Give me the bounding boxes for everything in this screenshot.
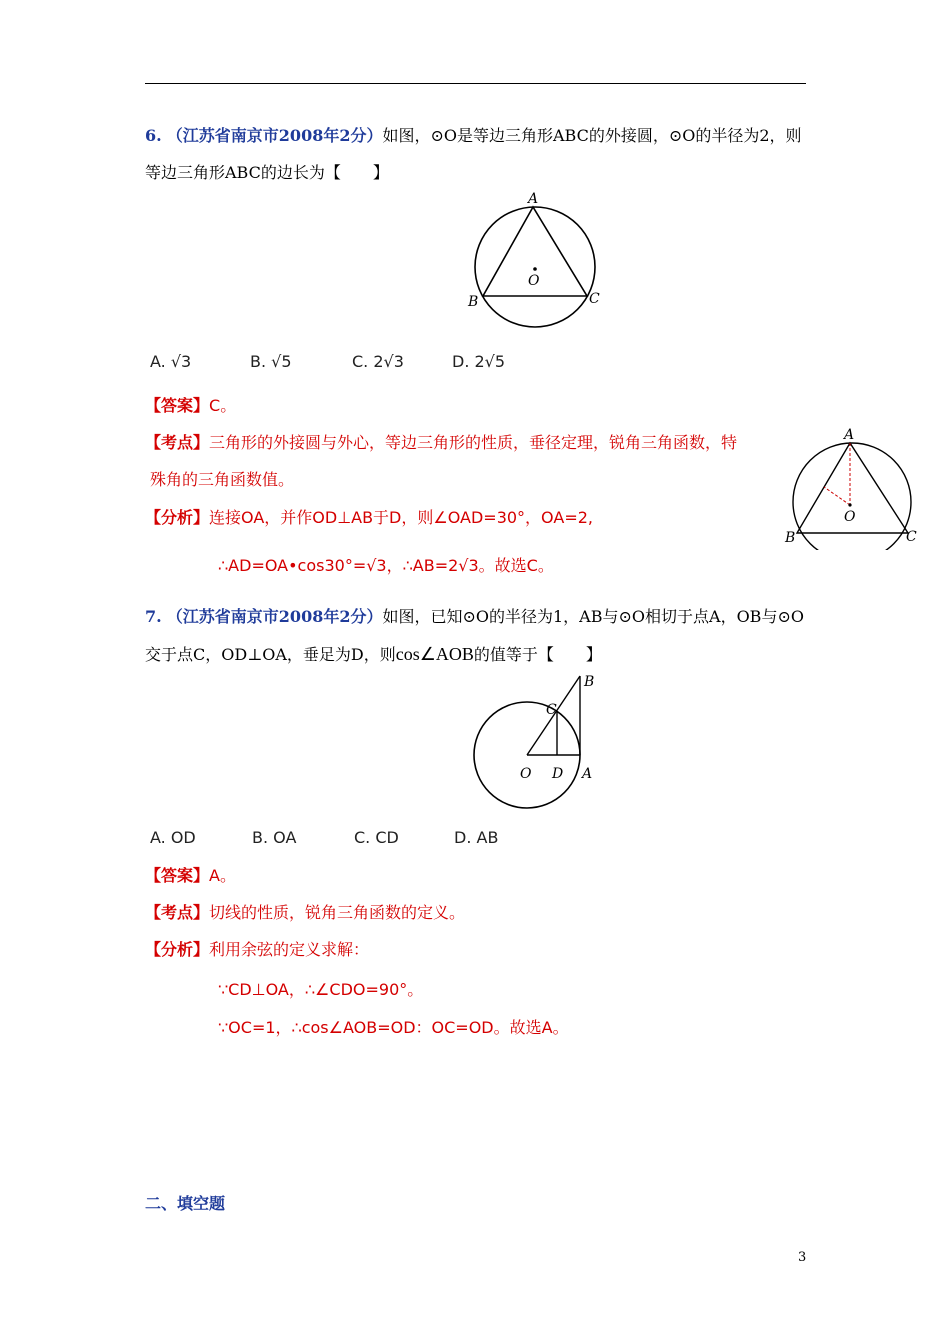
- q6-label-O: O: [528, 273, 540, 289]
- q6-label-B: B: [468, 294, 479, 310]
- q6-figure: [465, 190, 610, 335]
- q7-option-b: B. OA: [252, 828, 297, 847]
- q7-point-tag: 【考点】: [145, 903, 210, 922]
- q7-analysis: [145, 939, 369, 961]
- q7-label-D: D: [552, 766, 564, 782]
- q7-label-A: A: [582, 766, 593, 782]
- q7-analysis-line2: ∵CD⊥OA，∴∠CDO=90°。: [218, 980, 424, 999]
- q6-text1: 如图，⊙O是等边三角形ABC的外接圆，⊙O的半径为2，则: [382, 126, 802, 145]
- q7-answer: [145, 865, 236, 887]
- page-number: 3: [798, 1250, 807, 1265]
- q6-option-a: A. √3: [150, 352, 192, 371]
- q6b-center-dot: [848, 503, 851, 506]
- q6-point-line2: 殊角的三角函数值。: [150, 470, 295, 489]
- q7-answer-tag: 【答案】: [145, 866, 210, 885]
- q6b-label-A: A: [844, 427, 855, 443]
- q6b-label-C: C: [906, 529, 917, 545]
- q7-source: （江苏省南京市2008年2分）: [166, 607, 383, 626]
- q6-option-b: B. √5: [250, 352, 292, 371]
- q7-line2: [145, 643, 602, 666]
- q6-answer-value: C。: [209, 396, 237, 415]
- q7-label-B: B: [584, 674, 595, 690]
- q7-analysis-line3: ∵OC=1，∴cos∠AOB=OD：OC=OD。故选A。: [218, 1018, 569, 1037]
- q6-source: （江苏省南京市2008年2分）: [166, 126, 383, 145]
- q7-point: [145, 902, 465, 924]
- q6-analysis-line2: ∴AD=OA•cos30°=√3，∴AB=2√3。故选C。: [218, 556, 554, 575]
- q7-number: 7.: [145, 607, 162, 626]
- q7-analysis-tag: 【分析】: [145, 940, 210, 959]
- q6-answer-tag: 【答案】: [145, 396, 210, 415]
- q6-point-tag: 【考点】: [145, 433, 210, 452]
- q7-text2b: 的值等于【 】: [473, 645, 602, 664]
- q6-answer: [145, 395, 236, 417]
- q6b-circle: [793, 443, 911, 550]
- q7-answer-value: A。: [209, 866, 236, 885]
- q6-label-A: A: [528, 191, 539, 207]
- q7-label-C: C: [546, 702, 557, 718]
- q6b-segment-od: [824, 487, 850, 505]
- q6-number: 6.: [145, 126, 162, 145]
- q7-label-O: O: [520, 766, 532, 782]
- q7-cos-expression: cos∠AOB: [395, 644, 474, 664]
- q7-option-a: A. OD: [150, 828, 196, 847]
- q7-figure: [470, 668, 605, 818]
- q6-option-d: D. 2√5: [452, 352, 506, 371]
- q6-option-c: C. 2√3: [352, 352, 404, 371]
- q6b-label-B: B: [785, 530, 796, 546]
- q6-analysis-line1: 连接OA，并作OD⊥AB于D，则∠OAD=30°，OA=2,: [209, 508, 593, 527]
- section-title: 二、填空题: [145, 1194, 226, 1213]
- q6-line1: [145, 125, 802, 147]
- q7-analysis-line1: 利用余弦的定义求解：: [209, 940, 370, 959]
- q7-option-c: C. CD: [354, 828, 399, 847]
- q6-analysis-tag: 【分析】: [145, 508, 210, 527]
- q7-text1: 如图，已知⊙O的半径为1，AB与⊙O相切于点A，OB与⊙O: [382, 607, 804, 626]
- q6-point: [145, 432, 737, 454]
- q6-point-line1: 三角形的外接圆与外心，等边三角形的性质，垂径定理，锐角三角函数，特: [209, 433, 738, 452]
- q6b-label-O: O: [844, 509, 856, 525]
- q6-center-dot: [533, 267, 537, 271]
- q6-analysis: [145, 507, 593, 529]
- q7-point-line1: 切线的性质，锐角三角函数的定义。: [209, 903, 466, 922]
- q6-line2: 等边三角形ABC的边长为【 】: [145, 163, 389, 182]
- q6-circle: [475, 207, 595, 327]
- q6-label-C: C: [589, 291, 600, 307]
- q7-line1: [145, 606, 804, 628]
- q7-option-d: D. AB: [454, 828, 499, 847]
- header-rule: [145, 83, 806, 84]
- q7-text2a: 交于点C，OD⊥OA，垂足为D，则: [145, 645, 396, 664]
- q6-analysis-figure: [780, 425, 925, 550]
